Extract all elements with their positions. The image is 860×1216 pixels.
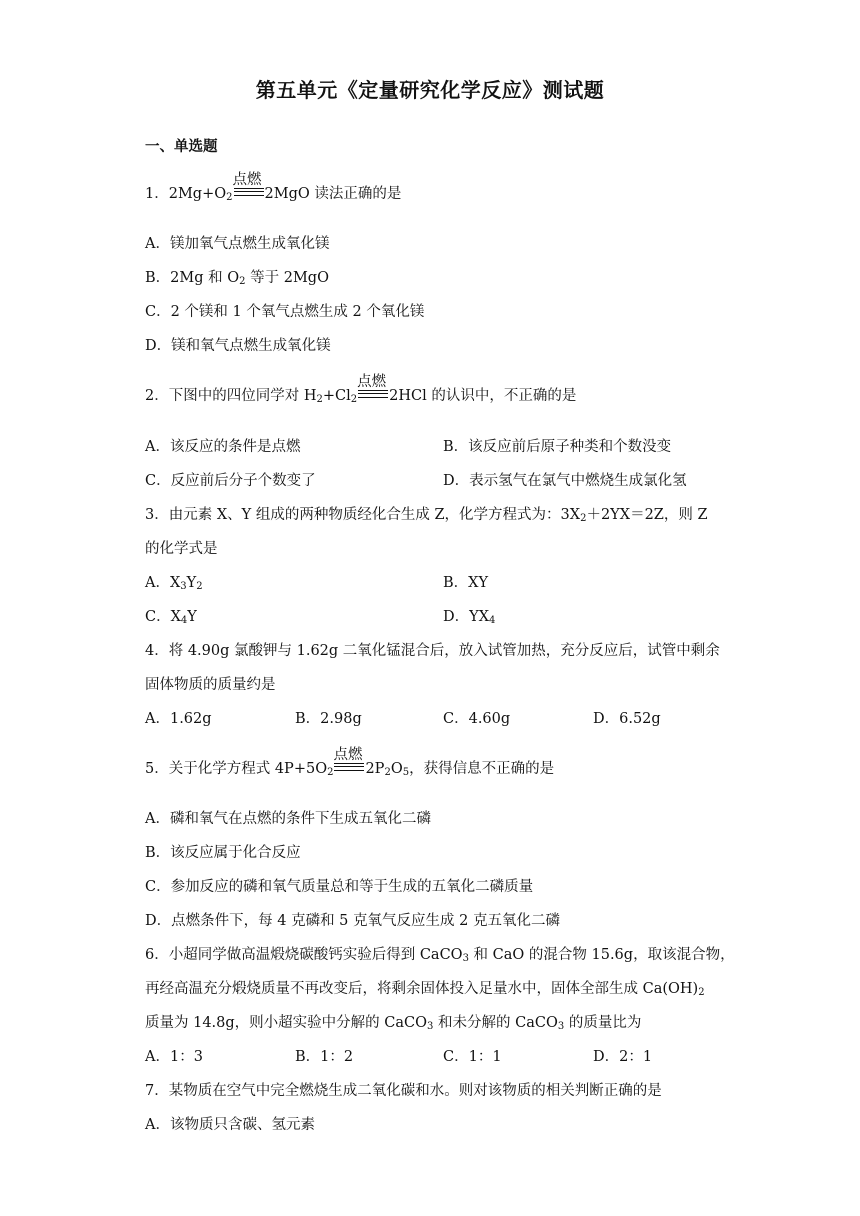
question-3-option-d[interactable]: D．$YX_4$ [443, 609, 496, 626]
question-5-option-c[interactable]: C．参加反应的磷和氧气质量总和等于生成的五氧化二磷质量 [145, 879, 534, 895]
question-6-option-b[interactable]: B．1：2 [295, 1049, 354, 1065]
question-1-option-c[interactable]: C．2 个镁和 1 个氧气点燃生成 2 个氧化镁 [145, 304, 425, 320]
section-heading: 一、单选题 [145, 139, 218, 155]
page-title: 第五单元《定量研究化学反应》测试题 [255, 78, 605, 102]
question-6-stem-line1: 6．小超同学做高温煅烧碳酸钙实验后得到 CaCO$_3$ 和 CaO 的混合物 15.6g，取该混合物， [145, 947, 735, 964]
question-7-option-a[interactable]: A．该物质只含碳、氢元素 [145, 1117, 315, 1133]
question-5-stem: 5．关于化学方程式 $4P+5O_2$ 点燃 $2P_2O_5$，获得信息不正确的是 [145, 747, 555, 778]
question-6-option-d[interactable]: D．2：1 [593, 1049, 653, 1065]
question-5-option-d[interactable]: D．点燃条件下，每 4 克磷和 5 克氧气反应生成 2 克五氧化二磷 [145, 913, 560, 929]
reaction-condition-arrow: 点燃 [234, 184, 264, 198]
question-5-option-a[interactable]: A．磷和氧气在点燃的条件下生成五氧化二磷 [145, 811, 431, 827]
question-3-stem-line2: 的化学式是 [145, 541, 218, 557]
question-4-option-a[interactable]: A．1.62g [145, 711, 212, 727]
question-3-option-a[interactable]: A．$X_3Y_2$ [145, 575, 203, 592]
question-3-option-c[interactable]: C．$X_4Y$ [145, 609, 197, 626]
question-4-stem-line2: 固体物质的质量约是 [145, 677, 276, 693]
question-2-option-b[interactable]: B．该反应前后原子种类和个数没变 [443, 439, 672, 455]
question-6-stem-line3: 质量为 14.8g，则小超实验中分解的 CaCO$_3$ 和未分解的 CaCO$_3$ 的质量比为 [145, 1015, 642, 1032]
reaction-condition-arrow: 点燃 [358, 386, 388, 400]
question-4-option-d[interactable]: D．6.52g [593, 711, 661, 727]
question-7-stem: 7．某物质在空气中完全燃烧生成二氧化碳和水。则对该物质的相关判断正确的是 [145, 1083, 662, 1099]
question-2-option-c[interactable]: C．反应前后分子个数变了 [145, 473, 316, 489]
question-5-option-b[interactable]: B．该反应属于化合反应 [145, 845, 301, 861]
question-6-option-a[interactable]: A．1：3 [145, 1049, 203, 1065]
question-3-option-b[interactable]: B．XY [443, 575, 489, 591]
question-2-option-a[interactable]: A．该反应的条件是点燃 [145, 439, 301, 455]
question-1-option-b[interactable]: B．2Mg 和 $O_2$ 等于 2MgO [145, 270, 329, 287]
question-4-option-c[interactable]: C．4.60g [443, 711, 511, 727]
question-1-option-a[interactable]: A．镁加氧气点燃生成氧化镁 [145, 236, 330, 252]
reaction-condition-arrow: 点燃 [334, 759, 364, 773]
question-4-option-b[interactable]: B．2.98g [295, 711, 362, 727]
question-2-option-d[interactable]: D．表示氢气在氯气中燃烧生成氯化氢 [443, 473, 687, 489]
question-3-stem-line1: 3．由元素 X、Y 组成的两种物质经化合生成 Z，化学方程式为：$3X_2+2YX=2Z$，则 Z [145, 507, 708, 524]
question-6-stem-line2: 再经高温充分煅烧质量不再改变后，将剩余固体投入足量水中，固体全部生成 $Ca(OH)_2$ [145, 981, 705, 998]
question-4-stem-line1: 4．将 4.90g 氯酸钾与 1.62g 二氧化锰混合后，放入试管加热，充分反应后，试管中剩余 [145, 643, 720, 659]
question-1-option-d[interactable]: D．镁和氧气点燃生成氧化镁 [145, 338, 331, 354]
question-1-stem: 1．$2Mg+O_2$ 点燃 2MgO 读法正确的是 [145, 172, 402, 203]
question-6-option-c[interactable]: C．1：1 [443, 1049, 502, 1065]
question-2-stem: 2．下图中的四位同学对 $H_2+Cl_2$ 点燃 2HCl 的认识中，不正确的是 [145, 374, 577, 405]
